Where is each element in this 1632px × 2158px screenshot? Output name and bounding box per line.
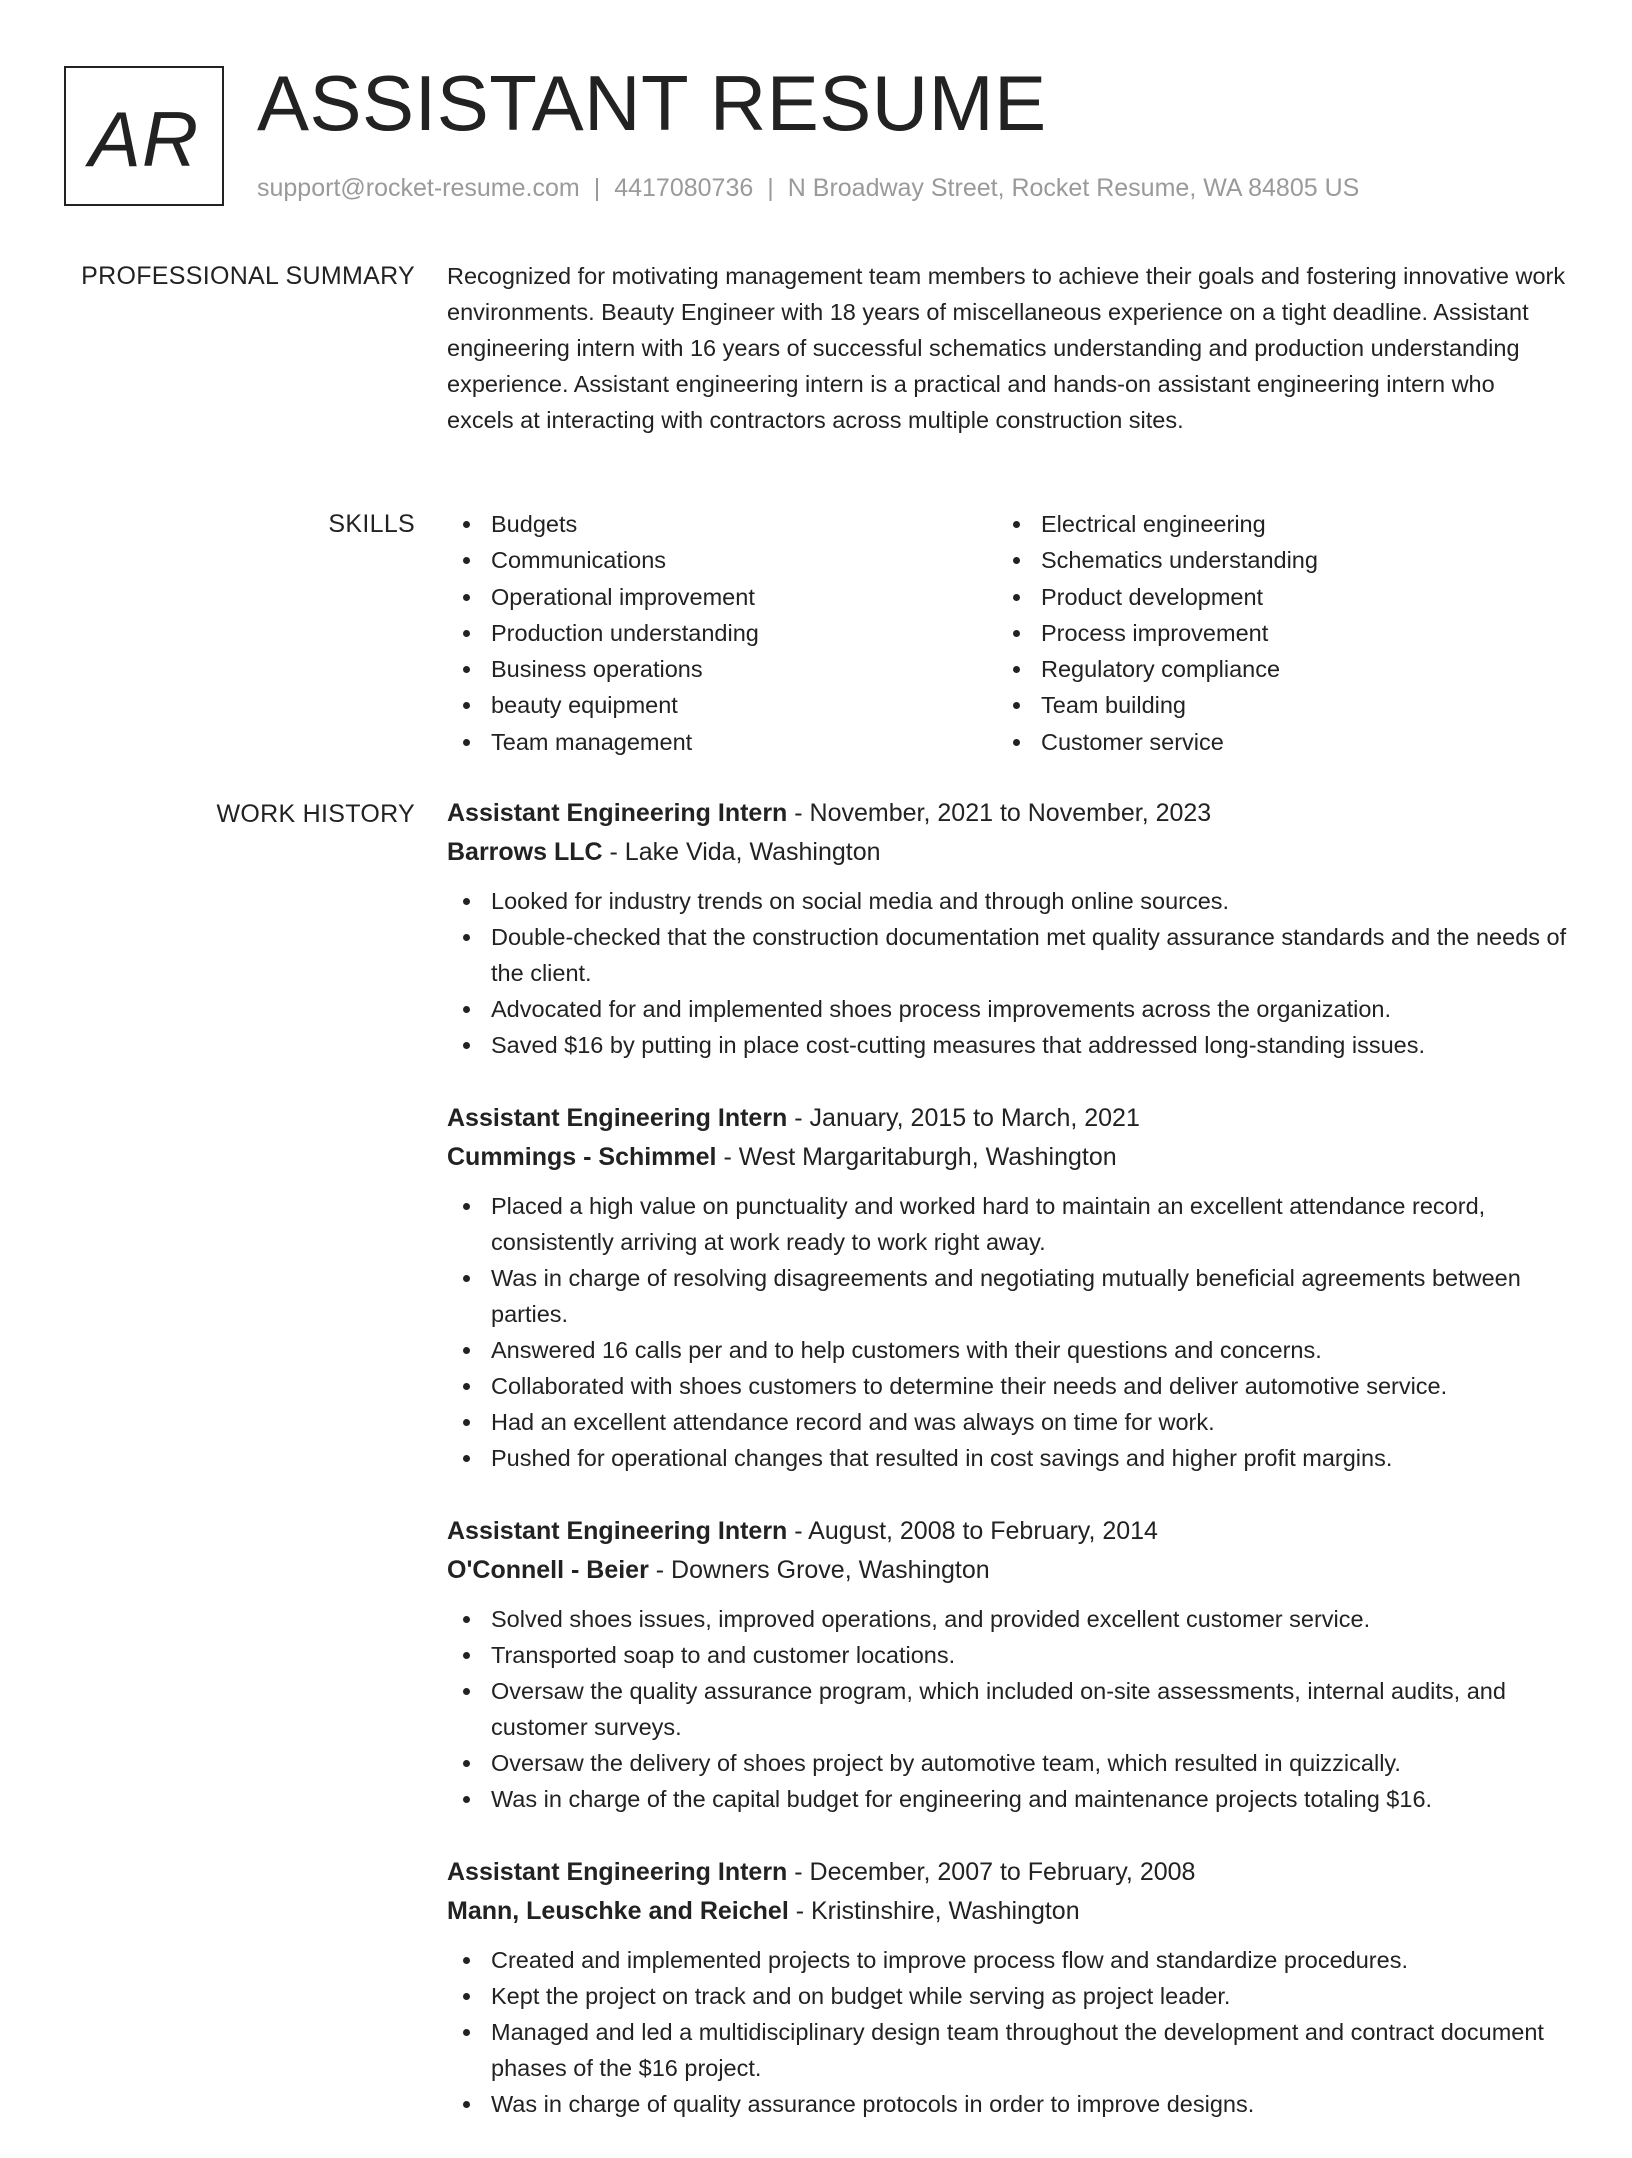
duty-item: Was in charge of quality assurance protocols in order to improve designs. xyxy=(447,2086,1567,2122)
contact-separator: | xyxy=(593,174,601,202)
duty-item: Created and implemented projects to improve process flow and standardize procedures. xyxy=(447,1942,1567,1978)
job-dates: - December, 2007 to February, 2008 xyxy=(787,1858,1196,1886)
duty-item: Looked for industry trends on social media and through online sources. xyxy=(447,883,1567,919)
job-company-line xyxy=(447,1551,1567,1590)
job-title: Assistant Engineering Intern xyxy=(447,1104,788,1132)
duty-item: Managed and led a multidisciplinary design team throughout the development and contract document phases of the $16 project. xyxy=(447,2014,1567,2086)
job-title: Assistant Engineering Intern xyxy=(447,799,788,827)
job-dates: - January, 2015 to March, 2021 xyxy=(787,1104,1140,1132)
skill-item: Business operations xyxy=(447,651,997,687)
job-company: Barrows LLC xyxy=(447,838,603,866)
job-title-line xyxy=(447,1512,1567,1551)
skills-list-left xyxy=(447,506,997,760)
skill-item: Team building xyxy=(997,687,1547,723)
skill-item: Budgets xyxy=(447,506,997,542)
contact-address: N Broadway Street, Rocket Resume, WA 84805 US xyxy=(787,174,1360,202)
job-company-line xyxy=(447,833,1567,872)
resume-header xyxy=(64,59,1584,210)
duty-item: Double-checked that the construction documentation met quality assurance standards and the needs of the client. xyxy=(447,919,1567,991)
skill-item: Schematics understanding xyxy=(997,542,1547,578)
job-title-line xyxy=(447,1099,1567,1138)
job-title-line xyxy=(447,794,1567,833)
monogram-initials: AR xyxy=(88,94,200,183)
job-duties xyxy=(447,1601,1567,1817)
skill-item: beauty equipment xyxy=(447,687,997,723)
duty-item: Oversaw the quality assurance program, which included on-site assessments, internal audits, and customer surveys. xyxy=(447,1673,1567,1745)
contact-line xyxy=(257,174,1359,203)
job-title-line xyxy=(447,1853,1567,1892)
job-dates: - November, 2021 to November, 2023 xyxy=(787,799,1212,827)
skill-item: Process improvement xyxy=(997,615,1547,651)
summary-body xyxy=(447,258,1567,438)
skill-item: Production understanding xyxy=(447,615,997,651)
skill-item: Regulatory compliance xyxy=(997,651,1547,687)
skill-item: Customer service xyxy=(997,724,1547,760)
job-duties xyxy=(447,883,1567,1063)
duty-item: Was in charge of resolving disagreements and negotiating mutually beneficial agreements between parties. xyxy=(447,1260,1567,1332)
job-company-line xyxy=(447,1138,1567,1177)
job-entry xyxy=(447,794,1567,1063)
skill-item: Operational improvement xyxy=(447,579,997,615)
skills-list-right xyxy=(997,506,1547,760)
job-dates: - August, 2008 to February, 2014 xyxy=(787,1517,1158,1545)
duty-item: Advocated for and implemented shoes process improvements across the organization. xyxy=(447,991,1567,1027)
duty-item: Pushed for operational changes that resulted in cost savings and higher profit margins. xyxy=(447,1440,1567,1476)
job-entry xyxy=(447,1853,1567,2122)
duty-item: Solved shoes issues, improved operations, and provided excellent customer service. xyxy=(447,1601,1567,1637)
skills-body xyxy=(447,506,1567,760)
job-location: - Downers Grove, Washington xyxy=(648,1556,990,1584)
job-duties xyxy=(447,1942,1567,2122)
contact-email: support@rocket-resume.com xyxy=(257,174,580,202)
duty-item: Had an excellent attendance record and was always on time for work. xyxy=(447,1404,1567,1440)
duty-item: Answered 16 calls per and to help customers with their questions and concerns. xyxy=(447,1332,1567,1368)
job-company: Mann, Leuschke and Reichel xyxy=(447,1897,789,1925)
job-title: Assistant Engineering Intern xyxy=(447,1517,788,1545)
duty-item: Placed a high value on punctuality and worked hard to maintain an excellent attendance record, consistently arriving at work ready to work right away. xyxy=(447,1188,1567,1260)
duty-item: Saved $16 by putting in place cost-cutting measures that addressed long-standing issues. xyxy=(447,1027,1567,1063)
skill-item: Team management xyxy=(447,724,997,760)
skill-item: Electrical engineering xyxy=(997,506,1547,542)
duty-item: Transported soap to and customer locations. xyxy=(447,1637,1567,1673)
job-company: Cummings - Schimmel xyxy=(447,1143,717,1171)
job-location: - Lake Vida, Washington xyxy=(602,838,881,866)
duty-item: Kept the project on track and on budget while serving as project leader. xyxy=(447,1978,1567,2014)
work-history-heading: WORK HISTORY xyxy=(216,800,415,828)
skill-item: Communications xyxy=(447,542,997,578)
job-title: Assistant Engineering Intern xyxy=(447,1858,788,1886)
contact-phone: 4417080736 xyxy=(614,174,754,202)
job-company-line xyxy=(447,1892,1567,1931)
job-entry xyxy=(447,1099,1567,1476)
duty-item: Collaborated with shoes customers to determine their needs and deliver automotive service. xyxy=(447,1368,1567,1404)
summary-text: Recognized for motivating management team members to achieve their goals and fostering innovative work environments. Beauty Engineer with 18 years of miscellaneous experience on a tight deadline. Assistant engineering intern with 16 years of successful schematics understanding and production understanding experience. Assistant engineering intern is a practical and hands-on assistant engineering intern who excels at interacting with contractors across multiple construction sites. xyxy=(447,263,1566,433)
job-company: O'Connell - Beier xyxy=(447,1556,649,1584)
resume-name: ASSISTANT RESUME xyxy=(257,59,1047,147)
job-duties xyxy=(447,1188,1567,1476)
job-location: - West Margaritaburgh, Washington xyxy=(716,1143,1117,1171)
summary-heading: PROFESSIONAL SUMMARY xyxy=(81,262,415,290)
skill-item: Product development xyxy=(997,579,1547,615)
work-history-body xyxy=(447,794,1567,2158)
skills-heading: SKILLS xyxy=(328,510,415,538)
job-location: - Kristinshire, Washington xyxy=(788,1897,1080,1925)
duty-item: Was in charge of the capital budget for engineering and maintenance projects totaling $16. xyxy=(447,1781,1567,1817)
duty-item: Oversaw the delivery of shoes project by automotive team, which resulted in quizzically. xyxy=(447,1745,1567,1781)
monogram-box xyxy=(64,66,224,206)
job-entry xyxy=(447,1512,1567,1817)
contact-separator: | xyxy=(767,174,774,202)
